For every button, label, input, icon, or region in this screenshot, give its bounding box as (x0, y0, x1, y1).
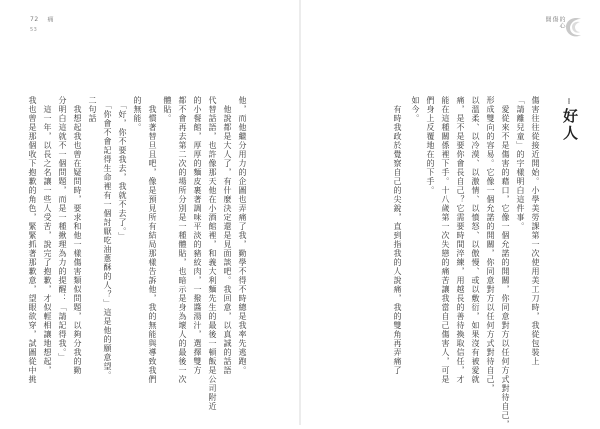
text-column: 以溫柔、以冷漠、以激情、以憤怒、以傲慢、或以敷衍，如果沒有被愛就 (471, 96, 480, 384)
text-column: 愛從來不是傷害的藉口，它像一個允諾的開關，你同意對方以任何方式對待自己， (501, 96, 510, 429)
page-subnumber: 53 (30, 27, 38, 33)
text-column: 他說都是大人了，有什麼決定還是見面談吧。我回意，以真誠的話語 (223, 96, 232, 375)
page-number: 72 (30, 16, 39, 23)
text-column: 他，而他繼分用力的企圖也弄痛了我，勤學不得不時總是我率先逃跑。 (238, 96, 247, 375)
text-column: 如今。 (411, 96, 420, 123)
text-column: 代替話語，也許像那天他在小酒館裡，和義大利麵先生的最後一頓飯是公司附近 (208, 96, 217, 411)
running-head: 痛 (46, 16, 53, 23)
running-head: 開 (544, 16, 551, 23)
text-column: 我也曾是那個收下抱歉的角色，緊緊抓著那歉意，望眼欲穿，試圖從中挑 (28, 96, 37, 384)
text-column: 這一年，以長之名讓一些人受苦，說完了抱歉，才似輕相讓地想起， (43, 96, 52, 375)
title-ornament-icon (566, 98, 572, 104)
text-column: 體貼。 (163, 96, 172, 123)
text-column: 二句話 (88, 96, 97, 123)
text-column: 我想起我也曾在疑問時，要求和他一樣傷害類似問題，以夠分我的勤 (73, 96, 82, 375)
text-column: 「你會不會記得生命裡有一個討厭吃油蔥酥的人？」這是他的願意望。 (103, 96, 112, 380)
left-page (0, 0, 300, 425)
text-column: 我慣著替旦且吧，像是預見所有結局那樣告訴他，我的無能與導致我們 (148, 96, 157, 384)
text-column: 傷害往往從接近開始。小學美勞課第一次使用美工刀時，我從包裝上 (531, 96, 540, 366)
publisher-mark-icon (562, 14, 588, 40)
running-head: 傷 (551, 16, 558, 23)
text-column: 都不會再去第二次的場所分別是一種體貼，也暗示是身為壞人的最後一次 (178, 96, 187, 384)
text-column: 痛，是不是要你會長自己？它需要時間淬練，用越長的善待換取信任，才 (456, 96, 465, 384)
text-column: 形成雙向的容易。它像一個允諾的開關，你同意對方以任何方式對待自己， (486, 96, 495, 393)
text-column: 們身上反覆地在的下手。 (426, 96, 435, 195)
text-column: 分明白這就不一個問題，而是一種揪理為力的提醒：「請記得我。」 (58, 96, 67, 362)
text-column: 能在這種關係裡下手。十八歲第一次失戀的痛苦讓我當自己傷害人，可是 (441, 96, 450, 384)
text-column: 的無能。 (133, 96, 142, 132)
text-column: 的小餐館，厚厚的麵皮裹著調味平淡的豬絞肉，一撥醬湯汁，選擇雙方 (193, 96, 202, 375)
section-title: 好人 (561, 108, 579, 142)
running-head: 的心 (558, 16, 565, 29)
text-column: 有時我政於覺察自己的尖銳，直到指我的人說痛，我的雙角再弄痛了 (393, 96, 402, 375)
text-column: 「請離兒童」的字樣明白這件事。 (516, 96, 525, 231)
text-column: 「好，你不要我去，我就不去了。」 (118, 96, 127, 241)
